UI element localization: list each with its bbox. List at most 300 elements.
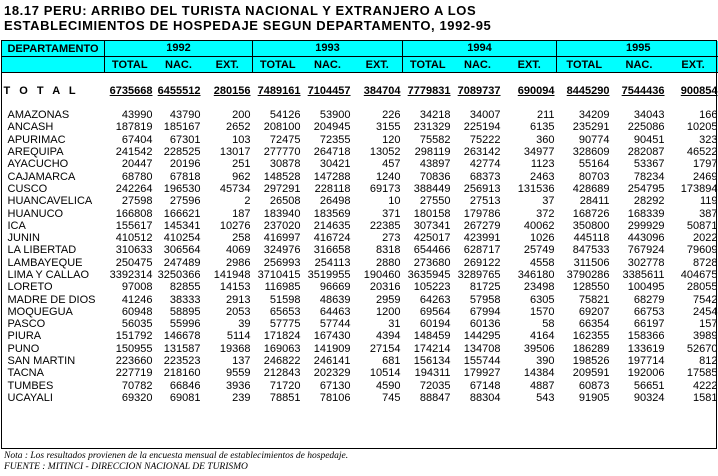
- table-cell: 543: [536, 391, 555, 404]
- table-cell: 2463: [530, 170, 555, 183]
- table-cell: 88847: [419, 391, 451, 404]
- col-header-nac: NAC.: [453, 57, 503, 73]
- table-cell: 67404: [121, 133, 153, 146]
- table-cell: 22385: [369, 219, 401, 232]
- table-cell: 162355: [572, 330, 610, 343]
- table-cell: 4558: [530, 256, 555, 269]
- col-header-nac: NAC.: [612, 57, 667, 73]
- table-cell: 196530: [163, 182, 201, 195]
- col-header-total: TOTAL: [253, 57, 303, 73]
- table-cell: 78851: [269, 391, 301, 404]
- table-cell: 297291: [263, 182, 301, 195]
- department-name: HUANUCO: [7, 207, 64, 220]
- table-cell: 147288: [313, 170, 351, 183]
- table-cell: 71720: [269, 379, 301, 392]
- table-cell: 37: [542, 195, 555, 208]
- table-cell: 72035: [419, 379, 451, 392]
- table-row: [2, 183, 718, 195]
- table-cell: 145341: [163, 219, 201, 232]
- table-cell: 57775: [269, 318, 301, 331]
- department-name: PASCO: [7, 318, 46, 331]
- table-cell: 350800: [572, 219, 610, 232]
- table-cell: 75821: [578, 293, 610, 306]
- department-name: HUANCAVELICA: [7, 195, 93, 208]
- table-cell: 654466: [413, 244, 451, 257]
- title-line-1: 18.17 PERU: ARRIBO DEL TURISTA NACIONAL Y EXTRANJERO A LOS: [4, 3, 477, 18]
- table-cell: 90774: [578, 133, 610, 146]
- arrivals-table: [1, 40, 718, 404]
- col-header-ext: EXT.: [503, 57, 557, 73]
- table-cell: 134708: [463, 342, 501, 355]
- col-header-nac: NAC.: [303, 57, 353, 73]
- table-row: [2, 343, 718, 355]
- table-cell: 28055: [686, 281, 718, 294]
- table-cell: 72355: [319, 133, 351, 146]
- table-cell: 81725: [469, 281, 501, 294]
- table-cell: 4069: [226, 244, 251, 257]
- table-cell: 69207: [578, 305, 610, 318]
- table-cell: 239: [232, 391, 251, 404]
- table-cell: 30878: [269, 158, 301, 171]
- year-header-1994: 1994: [403, 41, 557, 57]
- table-cell: 90324: [633, 391, 665, 404]
- spacer-row: [2, 99, 718, 109]
- table-cell: 3385611: [622, 269, 665, 281]
- department-name: PIURA: [7, 330, 42, 343]
- table-cell: 228525: [163, 146, 201, 159]
- col-header-nac: NAC.: [155, 57, 203, 73]
- table-cell: 20316: [369, 281, 401, 294]
- table-cell: 4222: [693, 379, 718, 392]
- table-cell: 194311: [414, 367, 451, 380]
- table-cell: 185167: [163, 121, 201, 134]
- table-cell: 387: [699, 207, 718, 220]
- table-cell: 192006: [627, 367, 665, 380]
- table-cell: 27513: [469, 195, 501, 208]
- table-cell: 60873: [578, 379, 610, 392]
- table-cell: 298119: [414, 146, 451, 159]
- table-cell: 2652: [226, 121, 251, 134]
- table-cell: 10514: [369, 367, 401, 380]
- table-cell: 360: [536, 133, 555, 146]
- table-cell: 68279: [633, 293, 665, 306]
- table-cell: 56035: [121, 318, 153, 331]
- table-cell: 428689: [572, 182, 610, 195]
- table-cell: 250475: [115, 256, 153, 269]
- table-cell: 67130: [319, 379, 351, 392]
- table-cell: 410512: [115, 232, 153, 245]
- table-cell: 3155: [376, 121, 401, 134]
- table-row: [2, 306, 718, 318]
- table-row: [2, 257, 718, 269]
- table-cell: 1240: [376, 170, 401, 183]
- table-cell: 48639: [319, 293, 351, 306]
- table-cell: 68780: [121, 170, 153, 183]
- table-cell: 13017: [219, 146, 251, 159]
- table-cell: 6305: [530, 293, 555, 306]
- table-cell: 34043: [633, 109, 665, 122]
- table-cell: 34209: [578, 109, 610, 122]
- table-cell: 10: [388, 195, 401, 208]
- department-name: TACNA: [7, 367, 44, 380]
- department-header-blank: [2, 57, 105, 73]
- table-cell: 20447: [121, 158, 153, 171]
- department-name: AYACUCHO: [7, 158, 69, 171]
- table-cell: 2454: [693, 305, 718, 318]
- table-cell: 242264: [115, 182, 153, 195]
- table-row: [2, 146, 718, 158]
- table-cell: 847533: [572, 244, 610, 257]
- table-cell: 68373: [469, 170, 501, 183]
- table-cell: 237020: [263, 219, 301, 232]
- department-header: DEPARTAMENTO: [2, 41, 105, 57]
- header-row-years: [2, 41, 718, 57]
- total-value: 8445290: [566, 85, 610, 97]
- table-cell: 97008: [121, 281, 153, 294]
- note-text: Nota : Los resultados provienen de la encuesta mensual de establecimientos de hospedaje.: [4, 451, 349, 461]
- table-cell: 70836: [419, 170, 451, 183]
- table-cell: 66753: [633, 305, 665, 318]
- table-cell: 223660: [115, 355, 153, 368]
- col-header-total: TOTAL: [557, 57, 612, 73]
- total-value: 7544436: [621, 85, 665, 97]
- table-cell: 443096: [627, 232, 665, 245]
- table-cell: 186289: [572, 342, 610, 355]
- table-cell: 200: [232, 109, 251, 122]
- table-cell: 13052: [369, 146, 401, 159]
- department-name: JUNIN: [7, 232, 40, 245]
- table-cell: 2880: [376, 256, 401, 269]
- table-cell: 306564: [163, 244, 201, 257]
- table-row: [2, 220, 718, 232]
- table-row: [2, 121, 718, 133]
- table-cell: 174214: [413, 342, 451, 355]
- table-cell: 14153: [219, 281, 251, 294]
- table-row: [2, 281, 718, 293]
- table-cell: 141948: [213, 269, 251, 281]
- table-cell: 263142: [463, 146, 501, 159]
- table-row: [2, 232, 718, 244]
- table-cell: 218160: [163, 367, 201, 380]
- table-cell: 137: [232, 355, 251, 368]
- table-cell: 235291: [572, 121, 610, 134]
- table-cell: 307341: [413, 219, 451, 232]
- title-line-2: ESTABLECIMIENTOS DE HOSPEDAJE SEGUN DEPARTAMENTO, 1992-95: [4, 18, 492, 33]
- year-header-1993: 1993: [253, 41, 403, 57]
- table-cell: 55164: [578, 158, 610, 171]
- table-cell: 28411: [579, 195, 610, 208]
- department-name: MADRE DE DIOS: [7, 293, 96, 306]
- table-cell: 1797: [693, 158, 718, 171]
- department-name: PUNO: [7, 342, 40, 355]
- col-header-total: TOTAL: [105, 57, 155, 73]
- header-row-columns: [2, 57, 718, 73]
- col-header-ext: EXT.: [203, 57, 253, 73]
- table-cell: 425017: [413, 232, 451, 245]
- table-cell: 745: [382, 391, 401, 404]
- table-cell: 69173: [369, 182, 401, 195]
- table-cell: 51598: [269, 293, 301, 306]
- table-cell: 31: [388, 318, 401, 331]
- table-cell: 10205: [686, 121, 718, 134]
- table-cell: 42774: [469, 158, 501, 171]
- table-cell: 190460: [363, 269, 401, 281]
- table-cell: 141909: [313, 342, 351, 355]
- table-cell: 157: [699, 318, 718, 331]
- table-cell: 4590: [376, 379, 401, 392]
- table-cell: 316658: [313, 244, 351, 257]
- table-cell: 204945: [313, 121, 351, 134]
- spacer-cell: [2, 99, 718, 109]
- table-cell: 183940: [263, 207, 301, 220]
- table-cell: 311506: [573, 256, 610, 269]
- table-cell: 156134: [413, 355, 451, 368]
- col-header-ext: EXT.: [667, 57, 718, 73]
- table-cell: 64463: [319, 305, 351, 318]
- table-cell: 166808: [115, 207, 153, 220]
- table-cell: 75582: [419, 133, 451, 146]
- table-cell: 346180: [517, 269, 555, 281]
- table-cell: 10276: [219, 219, 251, 232]
- table-cell: 66354: [578, 318, 610, 331]
- table-cell: 14384: [523, 367, 555, 380]
- table-cell: 4394: [376, 330, 401, 343]
- table-cell: 410254: [163, 232, 201, 245]
- table-cell: 150955: [115, 342, 153, 355]
- total-value: 6735668: [109, 85, 153, 97]
- table-cell: 962: [232, 170, 251, 183]
- table-cell: 3289765: [457, 269, 501, 281]
- table-row: [2, 392, 718, 404]
- table-cell: 26498: [319, 195, 351, 208]
- table-cell: 90451: [633, 133, 665, 146]
- table-cell: 57958: [469, 293, 501, 306]
- table-cell: 103: [232, 133, 251, 146]
- total-value: 384704: [363, 85, 401, 97]
- department-name: SAN MARTIN: [7, 355, 76, 368]
- table-cell: 256913: [463, 182, 501, 195]
- table-cell: 52670: [686, 342, 718, 355]
- table-cell: 267279: [463, 219, 501, 232]
- total-value: 6455512: [157, 85, 201, 97]
- table-cell: 246141: [313, 355, 351, 368]
- table-cell: 197714: [627, 355, 665, 368]
- table-cell: 58: [542, 318, 555, 331]
- table-cell: 258: [232, 232, 251, 245]
- table-cell: 168339: [627, 207, 665, 220]
- spacer-cell: [2, 73, 718, 84]
- table-cell: 273680: [413, 256, 451, 269]
- total-value: 7089737: [457, 85, 501, 97]
- table-cell: 69081: [169, 391, 201, 404]
- table-cell: 60948: [121, 305, 153, 318]
- table-cell: 4887: [530, 379, 555, 392]
- table-row: [2, 207, 718, 219]
- table-row: [2, 293, 718, 305]
- table-cell: 388449: [413, 182, 451, 195]
- table-cell: 1200: [376, 305, 401, 318]
- table-cell: 246822: [263, 355, 301, 368]
- year-header-1992: 1992: [105, 41, 253, 57]
- total-value: 690094: [517, 85, 555, 97]
- table-cell: 390: [536, 355, 555, 368]
- table-cell: 225194: [463, 121, 501, 134]
- table-cell: 30421: [319, 158, 351, 171]
- table-cell: 169063: [263, 342, 301, 355]
- table-cell: 812: [699, 355, 718, 368]
- table-cell: 1581: [693, 391, 718, 404]
- table-cell: 179786: [463, 207, 501, 220]
- table-cell: 226: [382, 109, 401, 122]
- table-cell: 183569: [313, 207, 351, 220]
- table-cell: 167430: [313, 330, 351, 343]
- table-cell: 148528: [263, 170, 301, 183]
- table-cell: 264718: [313, 146, 351, 159]
- total-label: T O T A L: [3, 85, 79, 97]
- table-cell: 1026: [530, 232, 555, 245]
- table-row: [2, 330, 718, 342]
- table-cell: 65653: [269, 305, 301, 318]
- table-cell: 66197: [633, 318, 665, 331]
- department-name: CUSCO: [7, 182, 48, 195]
- table-cell: 2986: [226, 256, 251, 269]
- table-cell: 79609: [686, 244, 718, 257]
- table-cell: 41246: [121, 293, 153, 306]
- table-cell: 3392314: [109, 269, 153, 281]
- table-cell: 155744: [463, 355, 501, 368]
- total-value: 7779831: [407, 85, 451, 97]
- col-header-ext: EXT.: [353, 57, 403, 73]
- table-cell: 211: [536, 109, 555, 122]
- table-cell: 58895: [169, 305, 201, 318]
- table-row: [2, 318, 718, 330]
- total-value: 7489161: [257, 85, 301, 97]
- table-cell: 1570: [530, 305, 555, 318]
- table-cell: 66846: [169, 379, 201, 392]
- table-row: [2, 367, 718, 379]
- table-cell: 70782: [121, 379, 153, 392]
- department-name: ANCASH: [7, 121, 54, 134]
- table-cell: 43990: [121, 109, 153, 122]
- table-cell: 28292: [633, 195, 665, 208]
- table-cell: 3710415: [257, 269, 301, 281]
- table-cell: 323: [699, 133, 718, 146]
- table-cell: 214635: [313, 219, 351, 232]
- table-cell: 6135: [530, 121, 555, 134]
- table-cell: 767924: [627, 244, 665, 257]
- department-name: LAMBAYEQUE: [7, 256, 83, 269]
- table-cell: 1123: [530, 158, 555, 171]
- table-cell: 34218: [419, 109, 451, 122]
- table-cell: 39: [238, 318, 251, 331]
- table-cell: 151792: [115, 330, 153, 343]
- table-cell: 133619: [627, 342, 665, 355]
- table-cell: 9559: [226, 367, 251, 380]
- table-cell: 273: [382, 232, 401, 245]
- table-row: [2, 134, 718, 146]
- table-cell: 2959: [376, 293, 401, 306]
- table-cell: 26508: [269, 195, 301, 208]
- table-cell: 27596: [169, 195, 201, 208]
- col-header-total: TOTAL: [403, 57, 453, 73]
- department-name: LORETO: [7, 281, 53, 294]
- spacer-row: [2, 73, 718, 84]
- table-cell: 228118: [314, 182, 351, 195]
- table-cell: 445118: [573, 232, 610, 245]
- table-cell: 180158: [413, 207, 451, 220]
- table-cell: 302778: [627, 256, 665, 269]
- table-cell: 2: [244, 195, 251, 208]
- table-cell: 75222: [469, 133, 501, 146]
- table-cell: 50871: [686, 219, 718, 232]
- table-cell: 4164: [530, 330, 555, 343]
- table-cell: 57744: [319, 318, 351, 331]
- table-cell: 131587: [163, 342, 201, 355]
- table-cell: 416997: [263, 232, 301, 245]
- total-row: [2, 83, 718, 99]
- total-value: 280156: [213, 85, 251, 97]
- table-cell: 404675: [680, 269, 718, 281]
- table-cell: 27154: [369, 342, 401, 355]
- table-cell: 96669: [319, 281, 351, 294]
- table-cell: 128550: [572, 281, 610, 294]
- table-cell: 2053: [226, 305, 251, 318]
- department-name: CAJAMARCA: [7, 170, 76, 183]
- table-cell: 3936: [226, 379, 251, 392]
- table-cell: 681: [382, 355, 401, 368]
- table-cell: 277770: [263, 146, 301, 159]
- table-cell: 171824: [263, 330, 301, 343]
- table-cell: 208100: [263, 121, 301, 134]
- table-cell: 2469: [693, 170, 718, 183]
- table-cell: 3989: [693, 330, 718, 343]
- table-cell: 371: [382, 207, 401, 220]
- footnote: [4, 451, 348, 473]
- department-name: ICA: [7, 219, 26, 232]
- table-cell: 209591: [572, 367, 610, 380]
- table-row: [2, 109, 718, 121]
- table-cell: 144295: [463, 330, 501, 343]
- table-cell: 34977: [523, 146, 555, 159]
- department-name: AMAZONAS: [7, 109, 70, 122]
- table-cell: 324976: [263, 244, 301, 257]
- table-cell: 67148: [469, 379, 501, 392]
- department-name: AREQUIPA: [7, 146, 64, 159]
- year-header-1995: 1995: [557, 41, 718, 57]
- table-cell: 72475: [269, 133, 301, 146]
- table-cell: 3635945: [407, 269, 451, 281]
- table-row: [2, 195, 718, 207]
- table-cell: 67301: [169, 133, 201, 146]
- table-cell: 64263: [419, 293, 451, 306]
- table-cell: 88304: [469, 391, 501, 404]
- table-cell: 53367: [633, 158, 665, 171]
- table-cell: 372: [536, 207, 555, 220]
- table-cell: 34007: [469, 109, 501, 122]
- table-cell: 45734: [219, 182, 251, 195]
- table-cell: 173894: [680, 182, 718, 195]
- table-cell: 168726: [572, 207, 610, 220]
- table-cell: 60136: [469, 318, 501, 331]
- table-cell: 56651: [633, 379, 665, 392]
- table-cell: 223523: [163, 355, 201, 368]
- table-cell: 105223: [413, 281, 451, 294]
- table-cell: 251: [232, 158, 251, 171]
- table-cell: 27598: [121, 195, 153, 208]
- table-cell: 328609: [572, 146, 610, 159]
- table-cell: 202329: [313, 367, 351, 380]
- table-row: [2, 380, 718, 392]
